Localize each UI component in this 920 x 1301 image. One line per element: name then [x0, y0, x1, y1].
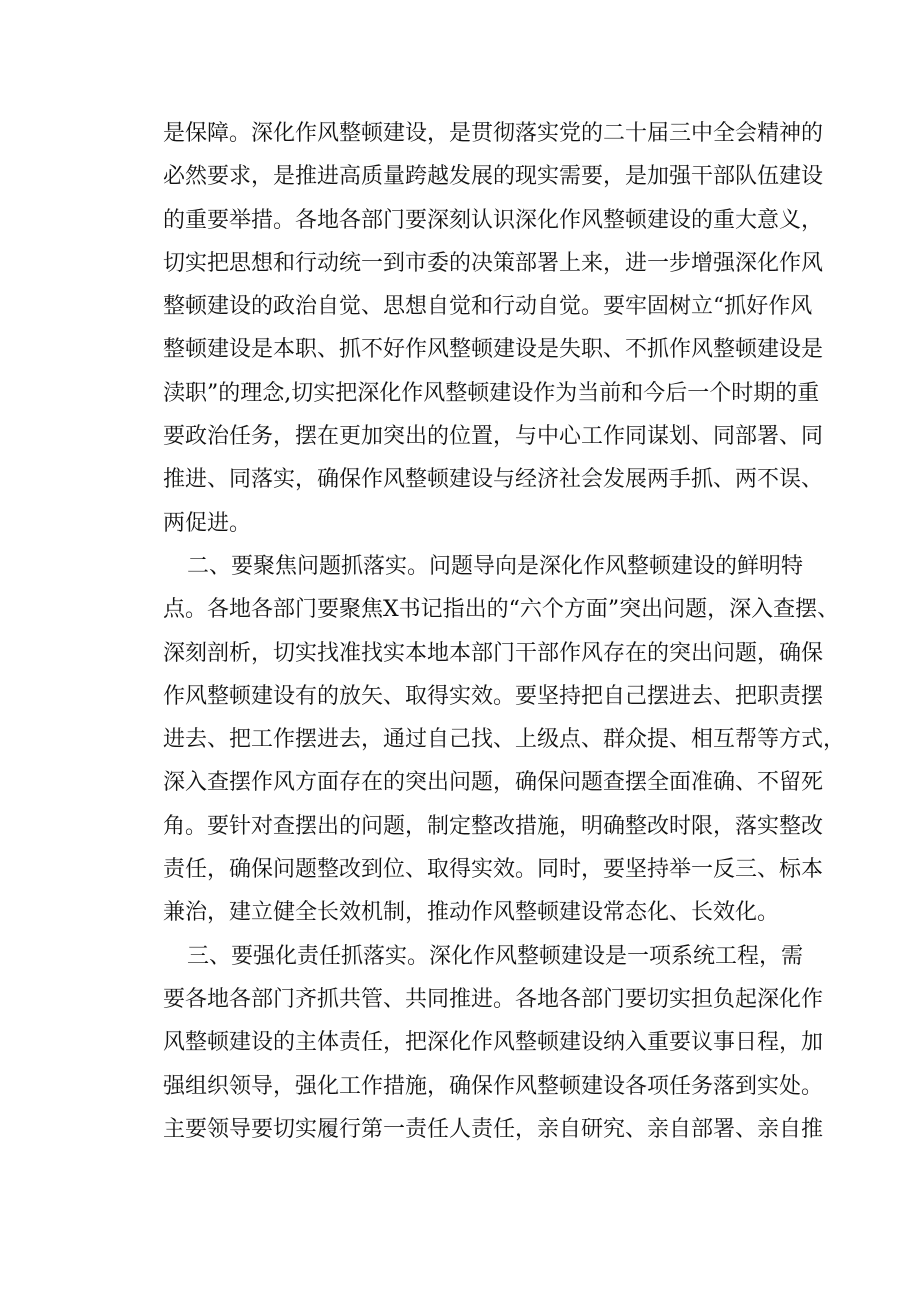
text-line: 深入查摆作风方面存在的突出问题，确保问题查摆全面准确、不留死: [163, 770, 824, 796]
text-line: 整顿建设的政治自觉、思想自觉和行动自觉。要牢固树立“抓好作风: [163, 294, 813, 320]
text-line: 进去、把工作摆进去，通过自己找、上级点、群众提、相互帮等方式，: [163, 727, 846, 753]
paragraph-2: [163, 545, 846, 935]
text-line: 推进、同落实，确保作风整顿建设与经济社会发展两手抓、两不误、: [163, 467, 824, 493]
text-line: 二、要聚焦问题抓落实。问题导向是深化作风整顿建设的鲜明特: [187, 553, 804, 579]
document-body: [163, 112, 846, 1151]
text-line: 强组织领导，强化工作措施，确保作风整顿建设各项任务落到实处。: [163, 1073, 824, 1099]
text-line: 要政治任务，摆在更加突出的位置，与中心工作同谋划、同部署、同: [163, 424, 824, 450]
text-line: 三、要强化责任抓落实。深化作风整顿建设是一项系统工程，需: [187, 943, 804, 969]
text-line: 角。要针对查摆出的问题，制定整改措施，明确整改时限，落实整改: [163, 813, 824, 839]
text-line: 是保障。深化作风整顿建设，是贯彻落实党的二十届三中全会精神的: [163, 121, 824, 146]
text-line: 点。各地各部门要聚焦X书记指出的“六个方面”突出问题，深入查摆、: [163, 597, 840, 623]
text-line: 主要领导要切实履行第一责任人责任，亲自研究、亲自部署、亲自推: [163, 1116, 824, 1142]
text-line: 责任，确保问题整改到位、取得实效。同时，要坚持举一反三、标本: [163, 857, 824, 883]
text-line: 两促进。: [163, 510, 252, 536]
text-line: 深刻剖析，切实找准找实本地本部门干部作风存在的突出问题，确保: [163, 640, 824, 666]
text-line: 必然要求，是推进高质量跨越发展的现实需要，是加强干部队伍建设: [163, 164, 824, 190]
text-line: 兼治，建立健全长效机制，推动作风整顿建设常态化、长效化。: [163, 900, 780, 926]
paragraph-1: [163, 112, 824, 545]
text-line: 的重要举措。各地各部门要深刻认识深化作风整顿建设的重大意义，: [163, 207, 824, 233]
text-line: 整顿建设是本职、抓不好作风整顿建设是失职、不抓作风整顿建设是: [163, 337, 824, 363]
text-line: 渎职”的理念,切实把深化作风整顿建设作为当前和今后一个时期的重: [163, 380, 820, 406]
paragraph-3: [163, 935, 824, 1151]
text-line: 切实把思想和行动统一到市委的决策部署上来，进一步增强深化作风: [163, 250, 824, 276]
text-line: 要各地各部门齐抓共管、共同推进。各地各部门要切实担负起深化作: [163, 986, 824, 1012]
text-line: 作风整顿建设有的放矢、取得实效。要坚持把自己摆进去、把职责摆: [163, 683, 824, 709]
text-line: 风整顿建设的主体责任，把深化作风整顿建设纳入重要议事日程，加: [163, 1030, 824, 1056]
